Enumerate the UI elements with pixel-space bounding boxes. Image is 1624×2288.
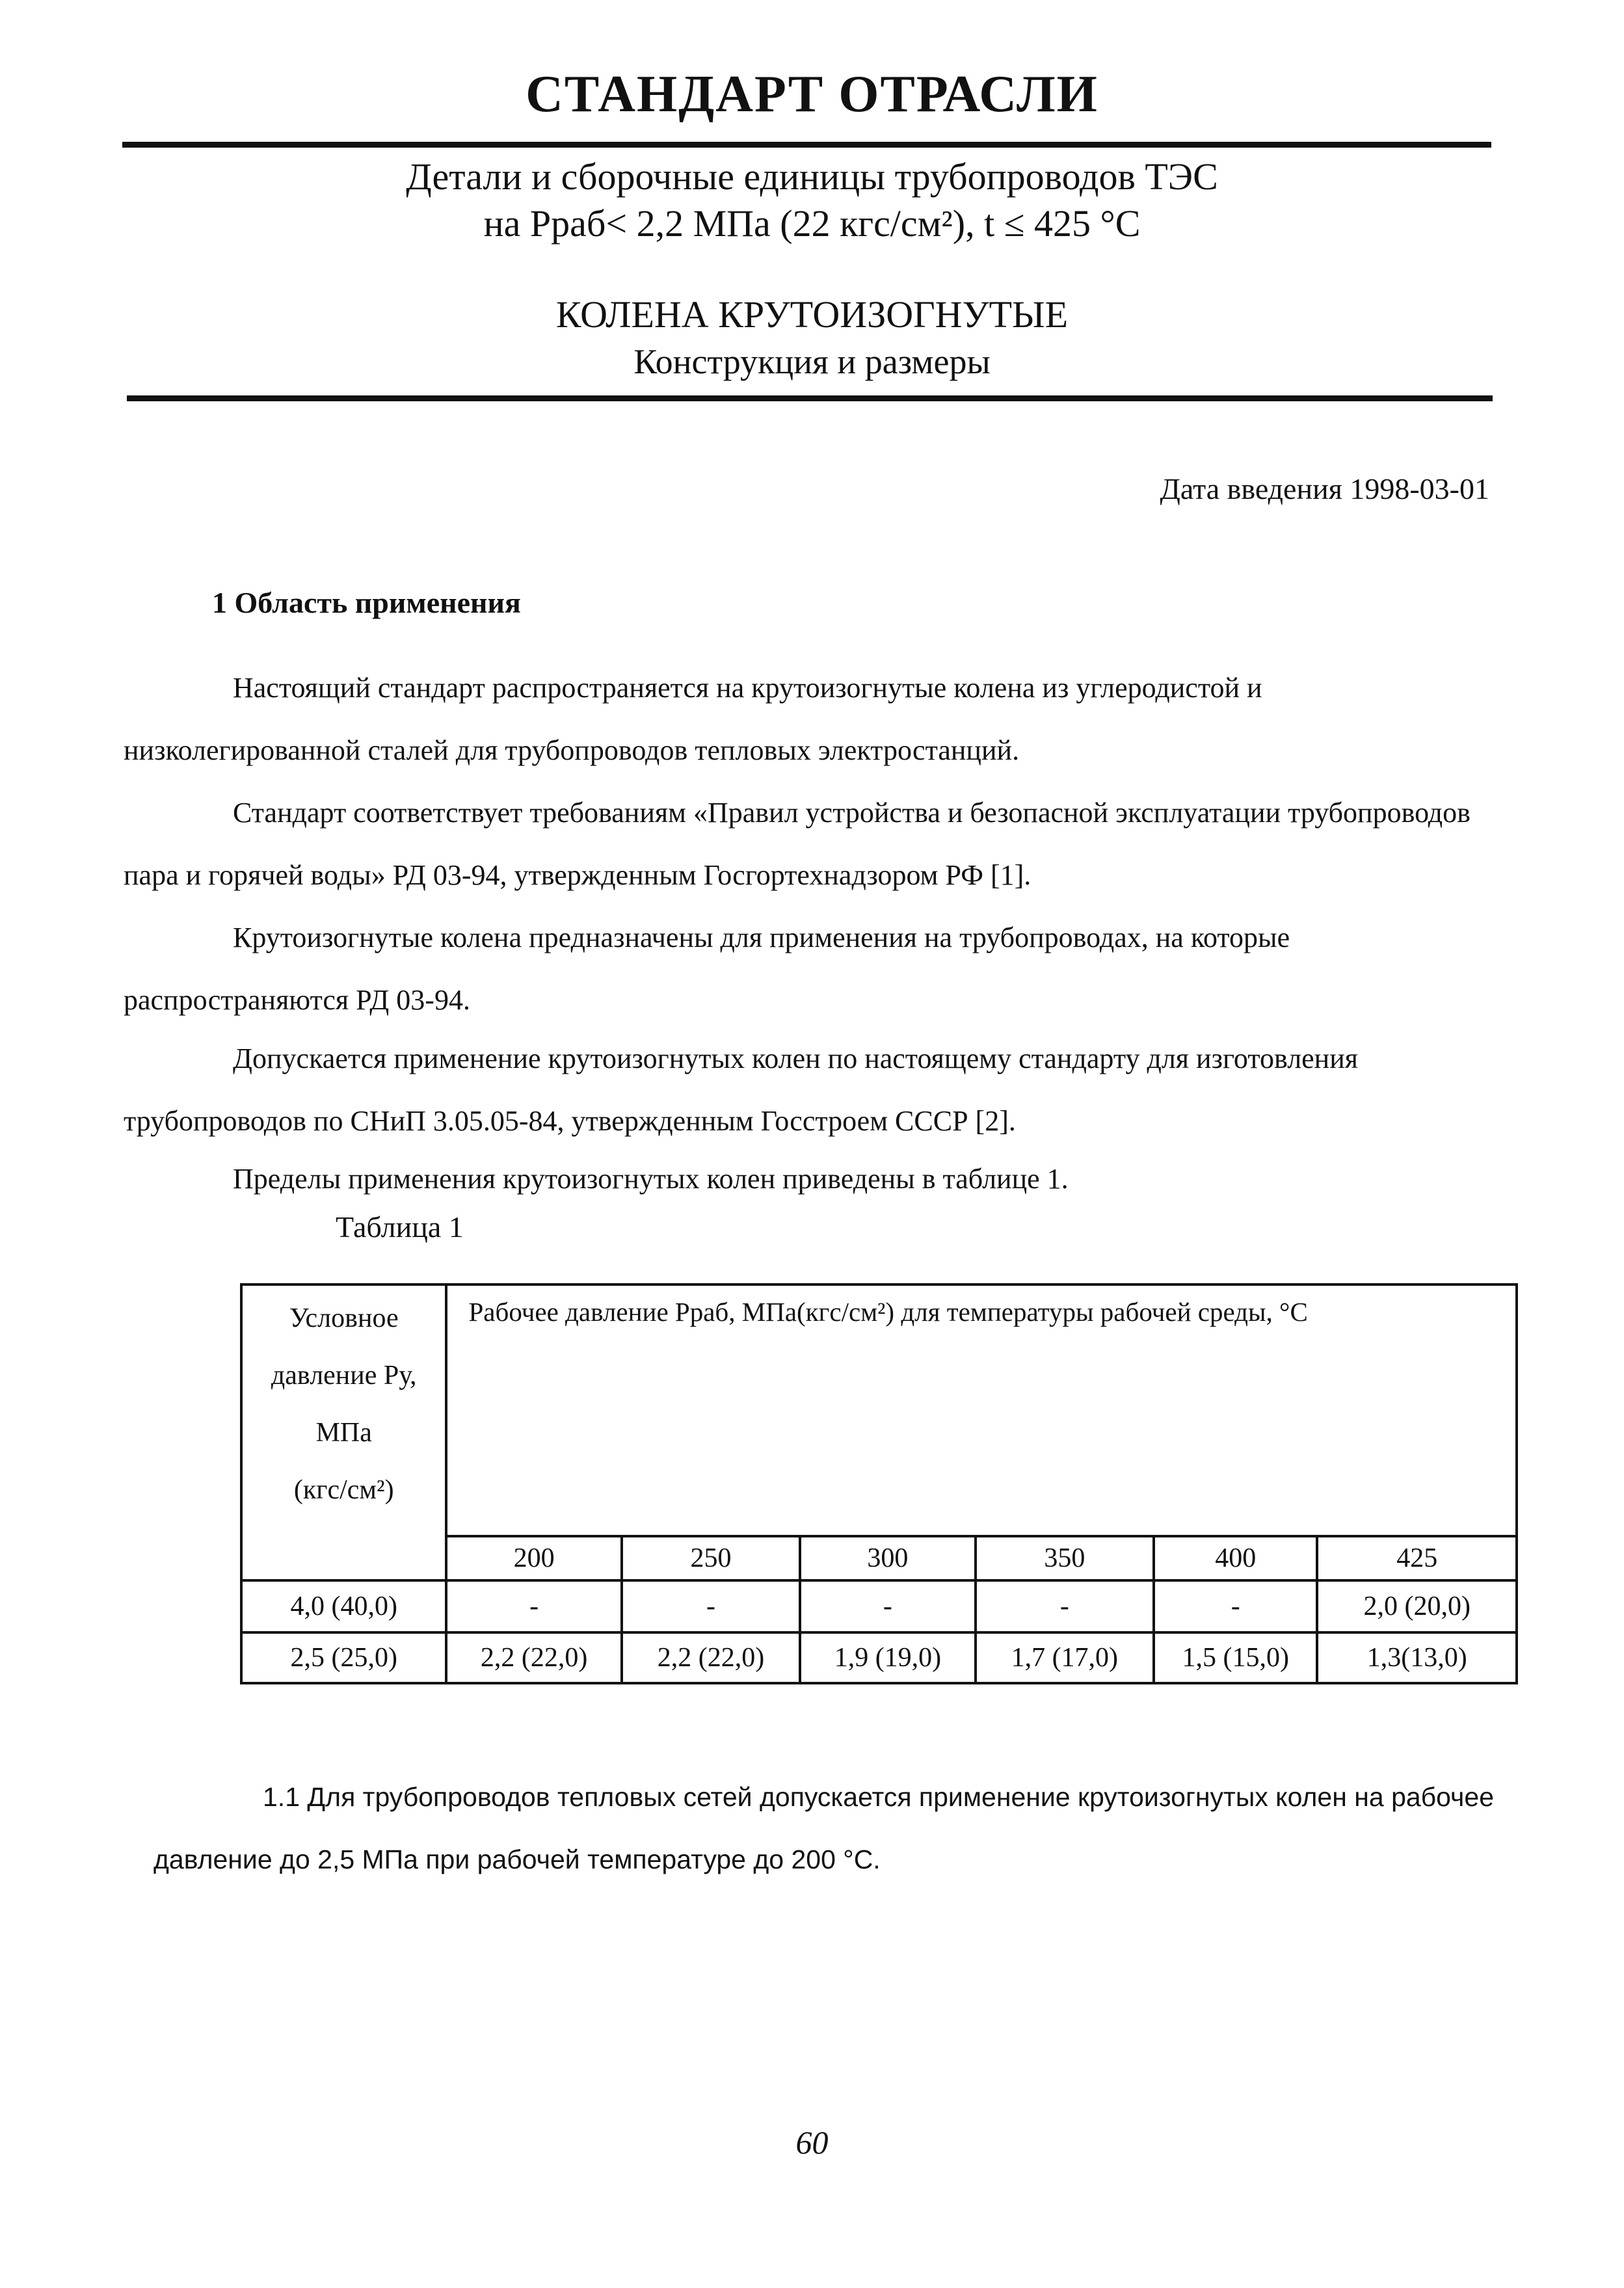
value-cell: - bbox=[446, 1580, 621, 1632]
temperature-cell: 300 bbox=[800, 1536, 975, 1580]
temperature-cell: 400 bbox=[1154, 1536, 1317, 1580]
standard-title: СТАНДАРТ ОТРАСЛИ bbox=[526, 66, 1098, 123]
value-cell: 2,2 (22,0) bbox=[446, 1632, 621, 1683]
section-heading: 1 Область применения bbox=[212, 586, 521, 619]
py-cell: 2,5 (25,0) bbox=[241, 1632, 446, 1683]
paragraph-5: Пределы применения крутоизогнутых колен приведены в таблице 1. bbox=[233, 1163, 1069, 1195]
group-header-cell: Рабочее давление Рраб, МПа(кгс/см²) для температуры рабочей среды, °С bbox=[446, 1284, 1517, 1536]
paragraph-3: Крутоизогнутые колена предназначены для применения на трубопроводах, на которые распространяются РД 03-94. bbox=[124, 922, 1290, 1016]
temperature-cell: 200 bbox=[446, 1536, 621, 1580]
row-header-cell bbox=[241, 1284, 446, 1580]
clause-1-1: 1.1 Для трубопроводов тепловых сетей допускается применение крутоизогнутых колен на рабочее давление до 2,5 МПа при рабочей температуре до 200 °С. bbox=[153, 1782, 1495, 1874]
value-cell: - bbox=[800, 1580, 975, 1632]
temperature-cell: 425 bbox=[1317, 1536, 1517, 1580]
header-subtitle-line2: на Рраб< 2,2 МПа (22 кгс/см²), t ≤ 425 °С bbox=[483, 202, 1141, 245]
value-cell: 2,0 (20,0) bbox=[1317, 1580, 1517, 1632]
table-row bbox=[241, 1580, 1517, 1632]
paragraph-1: Настоящий стандарт распространяется на крутоизогнутые колена из углеродистой и низколегированной сталей для трубопроводов тепловых электростанций. bbox=[124, 672, 1262, 766]
header-bottom-rule bbox=[127, 395, 1493, 401]
introduction-date: Дата введения 1998-03-01 bbox=[1160, 472, 1489, 505]
document-title: КОЛЕНА КРУТОИЗОГНУТЫЕ bbox=[555, 293, 1069, 336]
row-header-line: МПа bbox=[315, 1418, 372, 1448]
value-cell: 1,9 (19,0) bbox=[800, 1632, 975, 1683]
value-cell: - bbox=[622, 1580, 800, 1632]
paragraph-4: Допускается применение крутоизогнутых колен по настоящему стандарту для изготовления трубопроводов по СНиП 3.05.05-84, утвержденным Госстроем СССР [2]. bbox=[124, 1043, 1359, 1137]
header-top-rule bbox=[122, 142, 1491, 148]
value-cell: 2,2 (22,0) bbox=[622, 1632, 800, 1683]
value-cell: - bbox=[1154, 1580, 1317, 1632]
document-subtitle: Конструкция и размеры bbox=[633, 342, 991, 381]
value-cell: 1,7 (17,0) bbox=[976, 1632, 1154, 1683]
page-number: 60 bbox=[795, 2124, 829, 2161]
row-header-line: (кгс/см²) bbox=[293, 1475, 394, 1505]
header-subtitle-line1: Детали и сборочные единицы трубопроводов ТЭС bbox=[406, 155, 1218, 198]
row-header-line: давление Ру, bbox=[271, 1361, 417, 1390]
table-caption: Таблица 1 bbox=[336, 1210, 464, 1244]
row-header-line: Условное bbox=[289, 1303, 399, 1333]
value-cell: 1,5 (15,0) bbox=[1154, 1632, 1317, 1683]
value-cell: - bbox=[976, 1580, 1154, 1632]
table-header-row bbox=[241, 1284, 1517, 1536]
table-1 bbox=[240, 1283, 1518, 1684]
py-cell: 4,0 (40,0) bbox=[241, 1580, 446, 1632]
temperature-cell: 250 bbox=[622, 1536, 800, 1580]
paragraph-2: Стандарт соответствует требованиям «Правил устройства и безопасной эксплуатации трубопроводов пара и горячей воды» РД 03-94, утвержденным Госгортехнадзором РФ [1]. bbox=[124, 797, 1471, 891]
value-cell: 1,3(13,0) bbox=[1317, 1632, 1517, 1683]
temperature-cell: 350 bbox=[976, 1536, 1154, 1580]
table-row bbox=[241, 1632, 1517, 1683]
